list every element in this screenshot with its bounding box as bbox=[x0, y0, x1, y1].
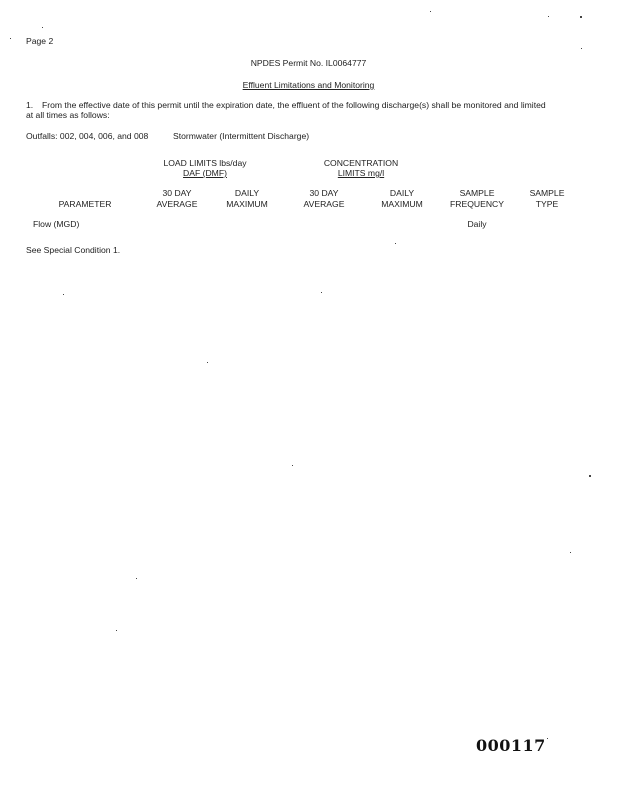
col-sample-type-line1: SAMPLE bbox=[529, 188, 565, 198]
scan-speck bbox=[548, 16, 549, 17]
load-limits-header: LOAD LIMITS lbs/day bbox=[163, 158, 247, 168]
special-condition-note: See Special Condition 1. bbox=[26, 245, 121, 255]
table-row-frequency: Daily bbox=[467, 219, 487, 229]
scan-speck bbox=[547, 738, 548, 739]
outfalls-description: Stormwater (Intermittent Discharge) bbox=[173, 131, 310, 141]
scan-speck bbox=[321, 292, 322, 293]
scan-speck bbox=[395, 243, 396, 244]
scan-speck bbox=[570, 552, 571, 553]
scan-speck bbox=[136, 578, 137, 579]
scan-speck bbox=[42, 27, 43, 28]
col-load-30day-line2: AVERAGE bbox=[156, 199, 198, 209]
scan-speck bbox=[589, 475, 591, 477]
scan-speck bbox=[63, 294, 64, 295]
section-title: Effluent Limitations and Monitoring bbox=[242, 80, 375, 90]
scan-speck bbox=[116, 630, 117, 631]
scan-speck bbox=[430, 11, 431, 12]
col-conc-daily-line2: MAXIMUM bbox=[381, 199, 423, 209]
intro-line-2: at all times as follows: bbox=[26, 110, 110, 120]
col-conc-daily-line1: DAILY bbox=[389, 188, 415, 198]
scan-speck bbox=[292, 465, 293, 466]
col-conc-30day-line2: AVERAGE bbox=[303, 199, 345, 209]
permit-number: NPDES Permit No. IL0064777 bbox=[250, 58, 367, 68]
concentration-header: CONCENTRATION bbox=[323, 158, 399, 168]
scan-speck bbox=[580, 16, 582, 18]
col-load-daily-line1: DAILY bbox=[234, 188, 260, 198]
page-label: Page 2 bbox=[26, 36, 54, 46]
scan-speck bbox=[207, 362, 208, 363]
concentration-subheader: LIMITS mg/l bbox=[337, 168, 385, 178]
col-parameter: PARAMETER bbox=[58, 199, 112, 209]
intro-number: 1. bbox=[26, 100, 34, 110]
scan-speck bbox=[581, 48, 582, 49]
col-sample-frequency-line2: FREQUENCY bbox=[450, 199, 504, 209]
col-load-daily-line2: MAXIMUM bbox=[226, 199, 268, 209]
bates-number: 000117 bbox=[476, 736, 546, 755]
table-row-parameter: Flow (MGD) bbox=[33, 219, 80, 229]
intro-line-1: From the effective date of this permit until the expiration date, the effluent of the following discharge(s) shall be monitored and limited bbox=[42, 100, 546, 110]
load-limits-subheader: DAF (DMF) bbox=[183, 168, 227, 178]
scan-speck bbox=[10, 38, 11, 39]
col-sample-type-line2: TYPE bbox=[535, 199, 559, 209]
col-load-30day-line1: 30 DAY bbox=[162, 188, 192, 198]
col-conc-30day-line1: 30 DAY bbox=[309, 188, 339, 198]
col-sample-frequency-line1: SAMPLE bbox=[459, 188, 495, 198]
outfalls-label: Outfalls: 002, 004, 006, and 008 bbox=[26, 131, 149, 141]
